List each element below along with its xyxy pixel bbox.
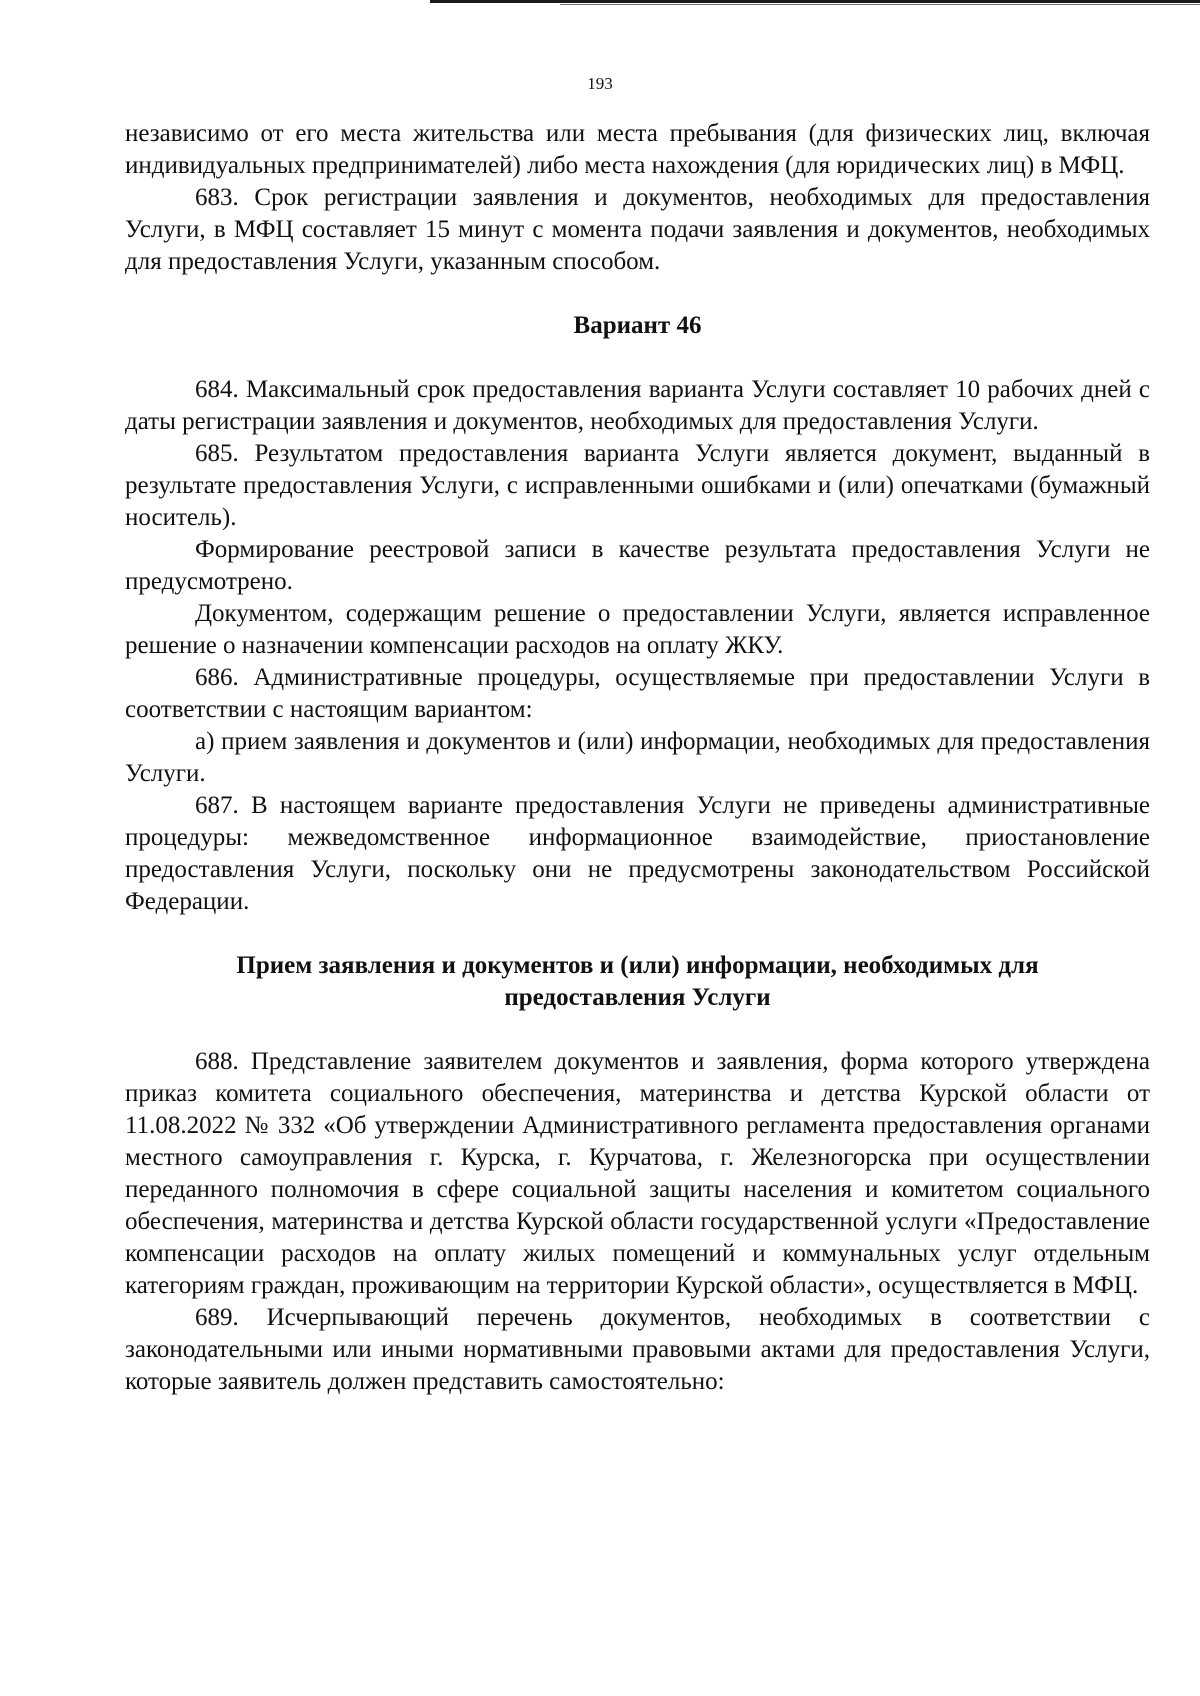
- paragraph-686: 686. Административные процедуры, осуществляемые при предоставлении Услуги в соответствии с настоящим вариантом:: [125, 664, 1150, 723]
- paragraph-684: 684. Максимальный срок предоставления варианта Услуги составляет 10 рабочих дней с даты регистрации заявления и документов, необходимых для предоставления Услуги.: [125, 376, 1150, 435]
- section-heading-variant: Вариант 46: [573, 312, 702, 339]
- paragraph-registry: Формирование реестровой записи в качестве результата предоставления Услуги не предусмотрено.: [125, 536, 1150, 595]
- paragraph-continuation: независимо от его места жительства или места пребывания (для физических лиц, включая индивидуальных предпринимателей) либо места нахождения (для юридических лиц) в МФЦ.: [125, 120, 1150, 179]
- section-heading-reception: Прием заявления и документов и (или) информации, необходимых для предоставления Услуги: [236, 952, 1039, 1011]
- paragraph-686-a: а) прием заявления и документов и (или) информации, необходимых для предоставления Услуги.: [125, 728, 1150, 787]
- paragraph-687: 687. В настоящем варианте предоставления Услуги не приведены административные процедуры: межведомственное информационное взаимодействие, приостановление предоставления Услуги, поскольку они не предусмотрены законодательством Российской Федерации.: [125, 792, 1150, 915]
- paragraph-683: 683. Срок регистрации заявления и документов, необходимых для предоставления Услуги, в МФЦ составляет 15 минут с момента подачи заявления и документов, необходимых для предоставления Услуги, указанным способом.: [125, 184, 1150, 275]
- document-body: [125, 118, 1150, 1398]
- paragraph-decision-doc: Документом, содержащим решение о предоставлении Услуги, является исправленное решение о назначении компенсации расходов на оплату ЖКУ.: [125, 600, 1150, 659]
- paragraph-688: 688. Представление заявителем документов и заявления, форма которого утверждена приказ комитета социального обеспечения, материнства и детства Курской области от 11.08.2022 № 332 «Об утверждении Административного регламента предоставления органами местного самоуправления г. Курска, г. Курчатова, г. Железногорска при осуществлении переданного полномочия в сфере социальной защиты населения и комитетом социального обеспечения, материнства и детства Курской области государственной услуги «Предоставление компенсации расходов на оплату жилых помещений и коммунальных услуг отдельным категориям граждан, проживающим на территории Курской области», осуществляется в МФЦ.: [125, 1048, 1150, 1299]
- scan-top-border-shadow: [560, 4, 1200, 5]
- paragraph-685: 685. Результатом предоставления варианта Услуги является документ, выданный в результате предоставления Услуги, с исправленными ошибками и (или) опечатками (бумажный носитель).: [125, 440, 1150, 531]
- scan-top-border: [430, 0, 1200, 3]
- page-number: 193: [587, 74, 613, 93]
- paragraph-689: 689. Исчерпывающий перечень документов, необходимых в соответствии с законодательными или иными нормативными правовыми актами для предоставления Услуги, которые заявитель должен представить самостоятельно:: [125, 1304, 1150, 1395]
